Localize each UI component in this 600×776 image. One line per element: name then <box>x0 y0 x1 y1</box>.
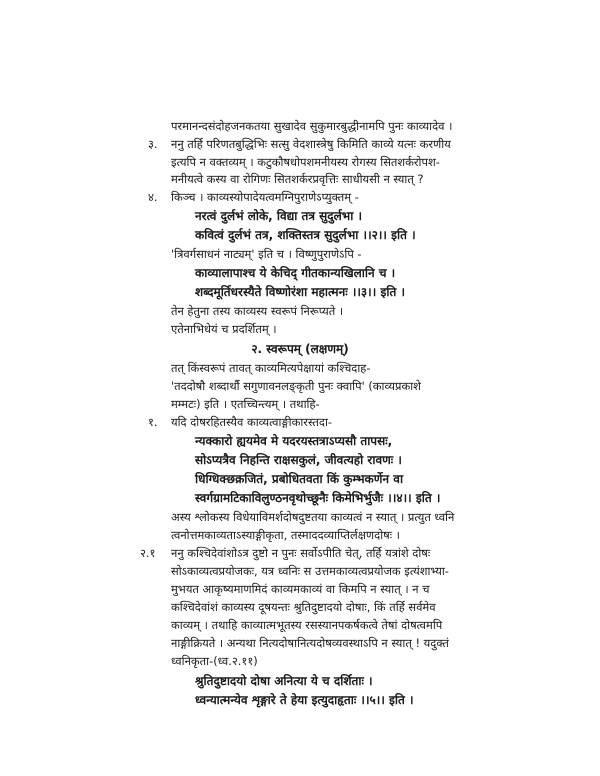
text-line: कश्चिदेवांशं काव्यस्य दूषयन्तः श्रुतिदुष्टादयो दोषाः, किं तर्हि सर्वमेव <box>171 600 436 614</box>
text-line: अस्य श्लोकस्य विधेयाविमर्शदोषदुष्टतया काव्यत्वं न स्यात् । प्रत्युत ध्वनि <box>171 510 455 524</box>
verse-line: शब्दमूर्तिधरस्यैते विष्णोरंशा महात्मनः ।।३।। इति । <box>195 285 406 299</box>
text-line: ननु कश्चिदेवांशोऽत्र दुष्टो न पुनः सर्वोऽपीति चेत्, तर्हि यत्रांशे दोषः <box>171 546 431 560</box>
text-line: नाङ्गीक्रियते । अन्यथा नित्यदोषानित्यदोषव्यवस्थाऽपि न स्यात् ! यदुक्तं <box>171 636 449 650</box>
section-number: ३. <box>148 137 158 151</box>
text-line: तेन हेतुना तस्य काव्यस्य स्वरूपं निरूप्यते । <box>171 304 344 318</box>
verse-line: कवित्वं दुर्लभं तत्र, शक्तिस्तत्र सुदुर्लभा ।।२।। इति । <box>195 228 416 242</box>
text-line: मुभयत आकृष्यमाणमिदं काव्यमकाव्यं वा किमपि न स्यात् । न च <box>171 582 430 596</box>
verse-line: सोऽप्यत्रैव निहन्ति राक्षसकुलं, जीवत्यहो रावणः । <box>195 453 402 467</box>
verse-line: श्रुतिदुष्टादयो दोषा अनित्या ये च दर्शिताः । <box>195 674 373 688</box>
text-line: काव्यम् । तथाहि काव्यात्मभूतस्य रसस्यानपकर्षकत्वे तेषां दोषत्वमपि <box>171 618 443 632</box>
verse-line: काव्यालापाश्च ये केचिद् गीतकान्यखिलानि च । <box>195 266 396 280</box>
definition-line: 'तददोषौ शब्दार्थौ सगुणावनलङ्कृती पुनः क्वापि' (काव्यप्रकाशे <box>171 379 421 393</box>
text-line: किञ्च । काव्यस्योपादेयत्वमग्निपुराणेऽप्युक्तम् - <box>171 190 359 204</box>
verse-line: ध्वन्यात्मन्येव शृङ्गारे ते हेया इत्युदाहृताः ।।५।। इति । <box>195 693 414 707</box>
verse-line: न्यक्कारो ह्ययमेव मे यदरयस्तत्राऽप्यसौ तापसः, <box>195 434 393 448</box>
section-number: ४. <box>148 190 158 204</box>
text-line: ननु तर्हि परिणतबुद्धिभिः सत्सु वेदशास्त्रेषु किमिति काव्ये यत्नः करणीय <box>171 137 451 151</box>
section-number: २.१ <box>140 546 156 560</box>
text-line: यदि दोषरहितस्यैव काव्यत्वाङ्गीकारस्तदा- <box>171 415 333 429</box>
text-line: 'त्रिवर्गसाधनं नाट्यम्' इति च । विष्णुपुराणेऽपि - <box>171 247 362 261</box>
text-line: मम्मटः) इति । एतच्चिन्त्यम् । तथाहि- <box>171 397 320 411</box>
verse-line: धिग्धिक्छक्रजितं, प्रबोधितवता किं कुम्भकर्णेन वा <box>195 472 404 486</box>
verse-line: स्वर्गग्रामटिकाविलुण्ठनवृथोच्छूनैः किमेभिर्भुजैः ।।४।। इति । <box>195 491 441 505</box>
text-line: इत्यपि न वक्तव्यम् । कटुकौषधोपशमनीयस्य रोगस्य सितशर्करोपश- <box>171 155 440 169</box>
text-line: ध्वनिकृता-(ध्व.२.११) <box>171 654 258 668</box>
section-heading: २. स्वरूपम् (लक्षणम्) <box>251 342 349 356</box>
text-line: एतेनाभिधेयं च प्रदर्शितम् । <box>171 322 277 336</box>
text-line: सोऽकाव्यत्वप्रयोजकः, यत्र ध्वनिः स उत्तमकाव्यत्वप्रयोजक इत्यंशाभ्या- <box>171 564 449 578</box>
text-line: परमानन्दसंदोहजनकतया सुखादेव सुकुमारबुद्धीनामपि पुनः काव्यादेव । <box>171 119 453 133</box>
text-line: त्वनोत्तमकाव्यताऽस्याङ्गीकृता, तस्माददव्याप्तिर्लक्षणदोषः । <box>171 528 400 542</box>
text-line: तत् किंस्वरूपं तावत् काव्यमित्यपेक्षायां कश्चिदाह- <box>171 361 371 375</box>
section-number: १. <box>148 415 158 429</box>
verse-line: नरत्वं दुर्लभं लोके, विद्या तत्र सुदुर्लभा । <box>195 209 363 223</box>
text-line: मनीयत्वे कस्य वा रोगिणः सितशर्करप्रवृत्तिः साधीयसी न स्यात् ? <box>171 172 424 186</box>
